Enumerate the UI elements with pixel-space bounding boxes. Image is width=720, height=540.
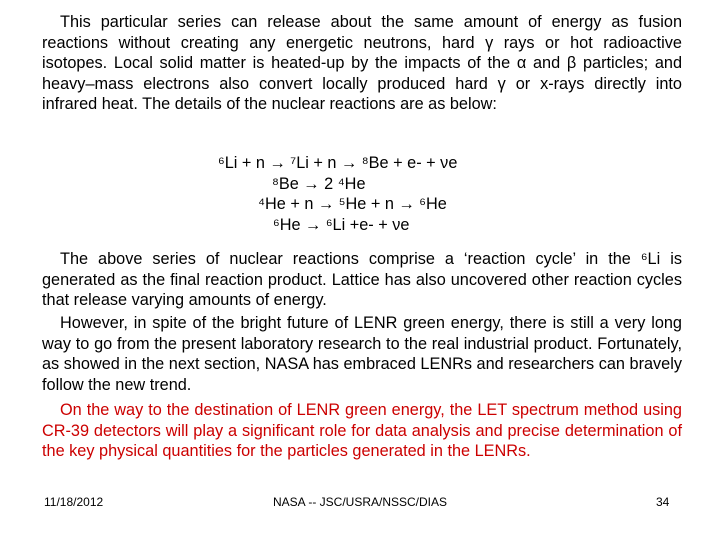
footer-date: 11/18/2012 bbox=[44, 495, 104, 509]
highlight-paragraph: On the way to the destination of LENR green energy, the LET spectrum method using CR-39 detectors will play a significant role for data analysis and precise determination of the key physical quantities for the particles generated in the LENRs. bbox=[42, 401, 682, 460]
equation-row bbox=[0, 194, 720, 215]
equation-row bbox=[0, 215, 720, 236]
intro-paragraph: This particular series can release about the same amount of energy as fusion reactions without creating any energetic neutrons, hard γ rays or hot radioactive isotopes. Local solid matter is heated-up by the impacts of the α and β particles; and heavy–mass electrons also convert locally produced hard γ or x-rays directly into infrared heat. The details of the nuclear reactions are as below: bbox=[42, 13, 682, 113]
equation-helium-capture: ⁴He + n → ⁵He + n → ⁶He bbox=[258, 195, 447, 213]
equation-row bbox=[0, 153, 720, 174]
reaction-equations bbox=[0, 153, 720, 235]
footer-organization: NASA -- JSC/USRA/NSSC/DIAS bbox=[272, 495, 448, 509]
reaction-cycle-paragraph: The above series of nuclear reactions comprise a ‘reaction cycle’ in the ⁶Li is generated as the final reaction product. Lattice has also uncovered other reaction cycles that release varying amounts of energy. bbox=[42, 250, 682, 309]
equation-helium-decay: ⁶He → ⁶Li +e- + νe bbox=[273, 215, 410, 234]
equation-beryllium-decay: ⁸Be → 2 ⁴He bbox=[272, 174, 366, 193]
outlook-paragraph: However, in spite of the bright future of LENR green energy, there is still a very long way to go from the present laboratory research to the real industrial product. Fortunately, as showed in the next section, NASA has embraced LENRs and researchers can bravely follow the new trend. bbox=[42, 314, 682, 394]
page-number: 34 bbox=[656, 495, 670, 509]
equation-row bbox=[0, 174, 720, 195]
equation-lithium-capture: ⁶Li + n → ⁷Li + n → ⁸Be + e- + νe bbox=[218, 154, 458, 172]
